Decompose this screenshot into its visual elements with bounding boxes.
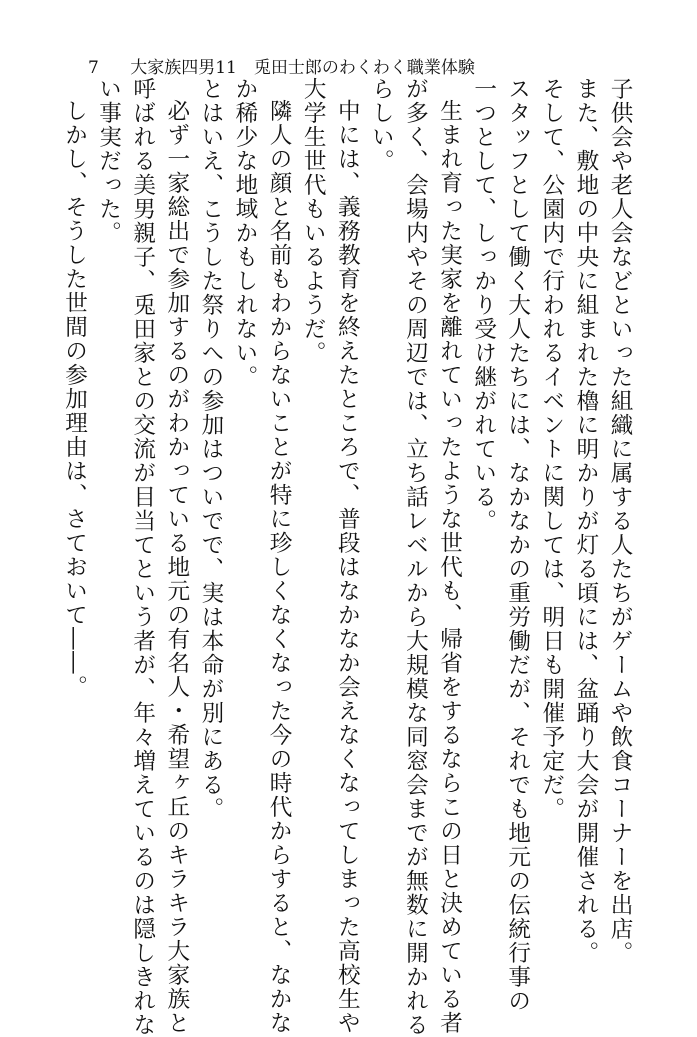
- text-line: 必ず一家総出で参加するのがわかっている地元の有名人・希望ヶ丘のキラキラ大家族と: [163, 99, 190, 1035]
- text-line: 中には、義務教育を終えたところで、普段はなかなか会えなくなってしまった高校生や: [334, 99, 361, 1035]
- text-line: そして、公園内で行われるイベントに関しては、明日も開催予定だ。: [538, 77, 565, 821]
- vertical-body-text: [57, 76, 637, 1037]
- page-header: [88, 58, 475, 78]
- text-line: らしい。: [368, 77, 395, 173]
- running-title: 大家族四男11 兎田士郎のわくわく職業体験: [130, 58, 475, 78]
- text-line: とはいえ、こうした祭りへの参加はついでで、実は本命が別にある。: [197, 77, 224, 821]
- text-line: 子供会や老人会などといった組織に属する人たちがゲームや飲食コーナーを出店。: [607, 77, 633, 965]
- text-line: が多く、会場内やその周辺では、立ち話レベルから大規模な同窓会までが無数に開かれる: [402, 77, 429, 1037]
- text-line: また、敷地の中央に組まれた櫓に明かりが灯る頃には、盆踊り大会が開催される。: [572, 77, 599, 965]
- text-line: しかし、そうした世間の参加理由は、さておいて――。: [61, 99, 88, 699]
- text-line: 一つとして、しっかり受け継がれている。: [470, 77, 497, 533]
- text-line: 隣人の顔と名前もわからないことが特に珍しくなくなった今の時代からすると、なかな: [266, 99, 293, 1035]
- text-line: か稀少な地域かもしれない。: [231, 77, 258, 389]
- text-line: 生まれ育った実家を離れていったような世代も、帰省をするならこの日と決めている者: [436, 99, 463, 1035]
- text-line: スタッフとして働く大人たちには、なかなかの重労働だが、それでも地元の伝統行事の: [504, 77, 531, 1013]
- text-line: 呼ばれる美男親子、兎田家との交流が目当てという者が、年々増えているのは隠しきれな: [129, 77, 156, 1037]
- text-line: い事実だった。: [95, 77, 122, 245]
- page-number: 7: [88, 58, 99, 78]
- text-line: 大学生世代もいるようだ。: [300, 77, 327, 365]
